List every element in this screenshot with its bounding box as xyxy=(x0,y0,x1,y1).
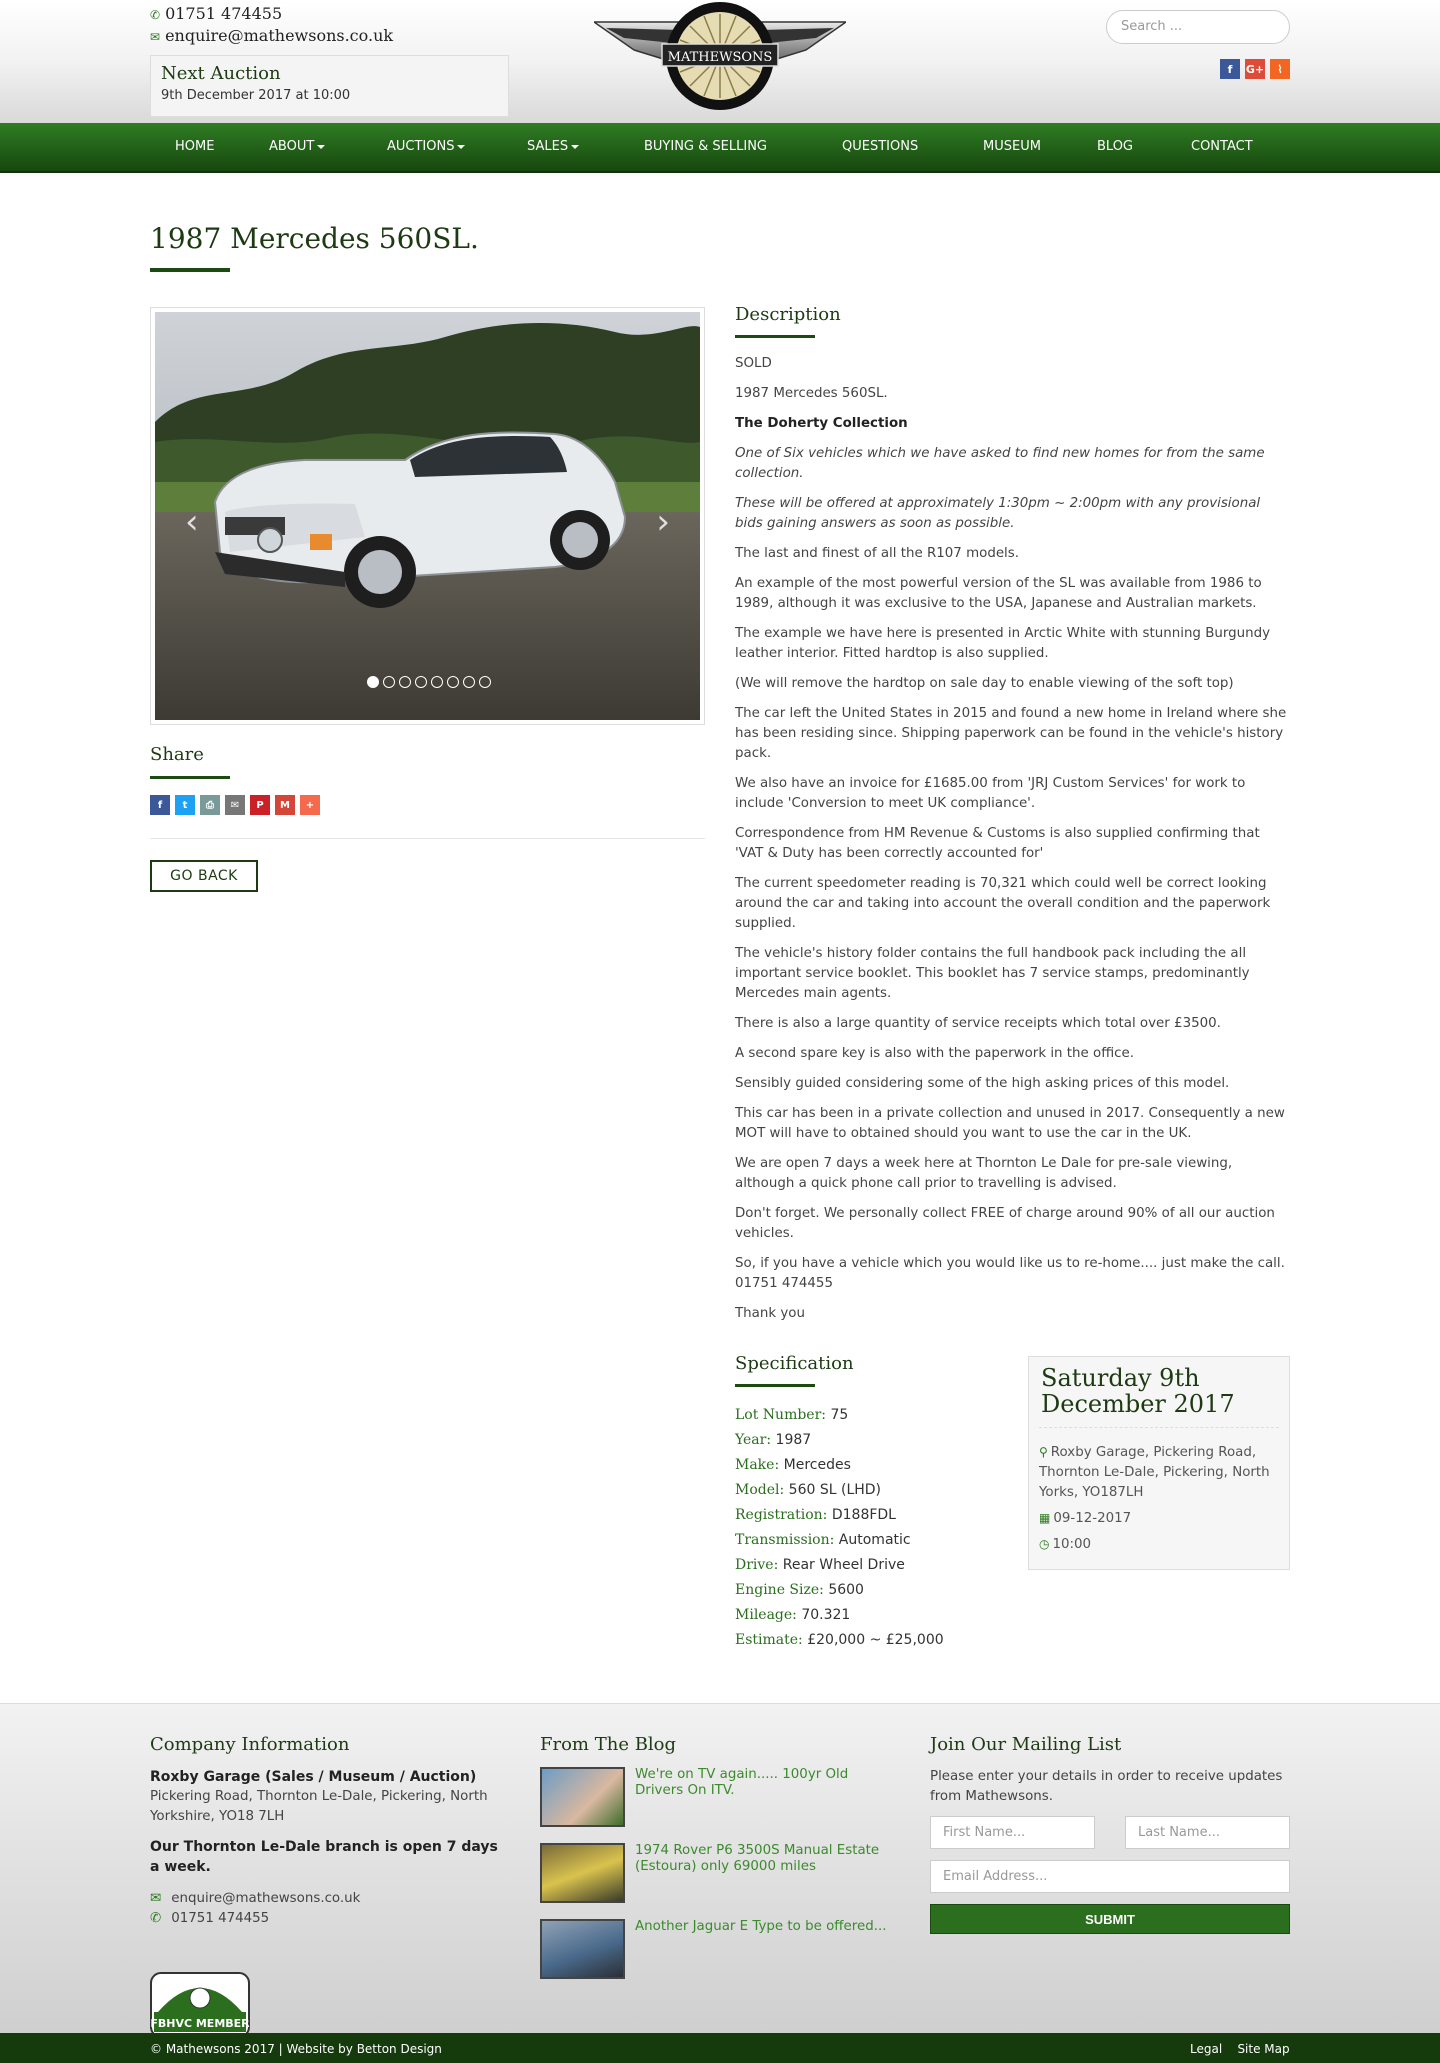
share-heading: Share xyxy=(150,744,204,765)
print-icon[interactable]: ⎙ xyxy=(200,795,220,815)
gallery-pagination xyxy=(367,676,491,688)
description-paragraph: (We will remove the hardtop on sale day to enable viewing of the soft top) xyxy=(735,676,1234,691)
envelope-icon: ✉ xyxy=(150,30,161,44)
footer-phone[interactable]: ✆ 01751 474455 xyxy=(150,1911,270,1926)
blog-item[interactable] xyxy=(540,1767,900,1827)
gallery-dot[interactable] xyxy=(367,676,379,688)
map-marker-icon: ⚲ xyxy=(1039,1445,1048,1459)
gmail-icon[interactable]: M xyxy=(275,795,295,815)
specification-section xyxy=(735,1353,1005,1653)
submit-button[interactable]: SUBMIT xyxy=(930,1904,1290,1934)
legal-link[interactable]: Legal xyxy=(1190,2042,1223,2056)
sitemap-link[interactable]: Site Map xyxy=(1237,2042,1290,2056)
description-paragraph: An example of the most powerful version of the SL was available from 1986 to 1989, although it was exclusive to the USA, Japanese and Australian markets. xyxy=(735,576,1262,611)
email-input[interactable]: Email Address... xyxy=(930,1860,1290,1893)
description-paragraph: Correspondence from HM Revenue & Customs is also supplied confirming that 'VAT & Duty has been correctly accounted for' xyxy=(735,826,1260,861)
gallery-next-arrow[interactable]: › xyxy=(656,502,670,542)
pinterest-icon[interactable]: P xyxy=(250,795,270,815)
spec-row: Lot Number: 75 xyxy=(735,1407,849,1423)
email-icon[interactable]: ✉ xyxy=(225,795,245,815)
last-name-input[interactable]: Last Name... xyxy=(1125,1816,1290,1849)
description-paragraph: We also have an invoice for £1685.00 from 'JRJ Custom Services' for work to include 'Conversion to meet UK compliance'. xyxy=(735,776,1246,811)
facebook-icon[interactable]: f xyxy=(1220,59,1240,79)
mailing-text: Please enter your details in order to receive updates from Mathewsons. xyxy=(930,1769,1283,1804)
next-auction-box xyxy=(150,55,509,117)
envelope-icon: ✉ xyxy=(150,1891,162,1906)
social-links xyxy=(1220,59,1290,79)
spec-row: Transmission: Automatic xyxy=(735,1532,911,1548)
clock-icon: ◷ xyxy=(1039,1537,1050,1551)
share-underline xyxy=(150,776,230,779)
auction-date-box xyxy=(1028,1356,1290,1570)
blog-link[interactable]: 1974 Rover P6 3500S Manual Estate (Estoura) only 69000 miles xyxy=(635,1843,880,1874)
site-footer xyxy=(0,1703,1440,2033)
description-section xyxy=(735,305,1290,1334)
facebook-icon[interactable]: f xyxy=(150,795,170,815)
spec-row: Drive: Rear Wheel Drive xyxy=(735,1557,905,1573)
description-paragraph: Sensibly guided considering some of the high asking prices of this model. xyxy=(735,1076,1230,1091)
mathewsons-logo[interactable] xyxy=(594,0,846,112)
description-paragraph: So, if you have a vehicle which you would like us to re-home.... just make the call. 01751 474455 xyxy=(735,1256,1285,1291)
divider xyxy=(150,838,705,839)
google-plus-icon[interactable]: G+ xyxy=(1245,59,1265,79)
auction-time: ◷ 10:00 xyxy=(1039,1537,1092,1552)
blog-link[interactable]: Another Jaguar E Type to be offered... xyxy=(635,1919,887,1934)
rss-icon[interactable]: ⌇ xyxy=(1270,59,1290,79)
description-paragraph: 1987 Mercedes 560SL. xyxy=(735,386,888,401)
share-buttons xyxy=(150,795,320,815)
blog-link[interactable]: We're on TV again..... 100yr Old Drivers On ITV. xyxy=(635,1767,849,1798)
blog-thumbnail xyxy=(540,1843,625,1903)
gallery-dot[interactable] xyxy=(415,676,427,688)
next-auction-title: Next Auction xyxy=(161,63,281,84)
specification-heading: Specification xyxy=(735,1353,854,1374)
gallery-dot[interactable] xyxy=(447,676,459,688)
description-paragraph: One of Six vehicles which we have asked to find new homes for from the same collection. xyxy=(735,446,1265,481)
company-name: Roxby Garage (Sales / Museum / Auction) xyxy=(150,1769,477,1785)
auction-location: ⚲ Roxby Garage, Pickering Road, Thornton Le-Dale, Pickering, North Yorks, YO187LH xyxy=(1039,1445,1270,1500)
company-info xyxy=(150,1734,510,2030)
description-paragraph: The current speedometer reading is 70,321 which could well be correct looking around the car and taking into account the overall condition and the paperwork supplied. xyxy=(735,876,1271,931)
title-underline xyxy=(150,268,230,272)
nav-auctions[interactable]: AUCTIONS xyxy=(387,123,465,171)
car-photo xyxy=(155,312,700,720)
bottom-links xyxy=(1190,2042,1290,2056)
description-paragraph: The vehicle's history folder contains the full handbook pack including the all important service booklet. This booklet has 7 service stamps, predominantly Mercedes main agents. xyxy=(735,946,1250,1001)
calendar-icon: ▦ xyxy=(1039,1511,1051,1525)
mailing-list xyxy=(930,1734,1290,2014)
search-input[interactable]: Search ... xyxy=(1106,10,1290,44)
mailing-heading: Join Our Mailing List xyxy=(930,1734,1122,1755)
nav-questions[interactable]: QUESTIONS xyxy=(842,139,919,154)
gallery-image xyxy=(155,312,700,720)
spec-row: Make: Mercedes xyxy=(735,1457,851,1473)
caret-down-icon xyxy=(571,145,579,149)
nav-contact[interactable]: CONTACT xyxy=(1191,139,1253,154)
next-auction-date: 9th December 2017 at 10:00 xyxy=(161,88,351,103)
description-paragraph: The Doherty Collection xyxy=(735,416,908,431)
go-back-button[interactable]: GO BACK xyxy=(150,860,258,892)
gallery-dot[interactable] xyxy=(383,676,395,688)
bottom-bar xyxy=(0,2033,1440,2063)
header-phone[interactable]: ✆ 01751 474455 xyxy=(150,4,283,23)
gallery-prev-arrow[interactable]: ‹ xyxy=(185,502,199,542)
auction-date: ▦ 09-12-2017 xyxy=(1039,1511,1132,1526)
caret-down-icon xyxy=(457,145,465,149)
site-header xyxy=(0,0,1440,123)
nav-blog[interactable]: BLOG xyxy=(1097,139,1134,154)
nav-buying-selling[interactable]: BUYING & SELLING xyxy=(644,139,767,154)
fbhvc-badge xyxy=(150,1972,250,2038)
company-heading: Company Information xyxy=(150,1734,350,1755)
page-title: 1987 Mercedes 560SL. xyxy=(150,222,479,255)
description-heading: Description xyxy=(735,304,841,325)
description-paragraph: Don't forget. We personally collect FREE of charge around 90% of all our auction vehicles. xyxy=(735,1206,1275,1241)
footer-email[interactable]: ✉ enquire@mathewsons.co.uk xyxy=(150,1891,361,1906)
logo-text: MATHEWSONS xyxy=(667,50,773,65)
spec-row: Mileage: 70.321 xyxy=(735,1607,851,1623)
nav-sales[interactable]: SALES xyxy=(527,123,579,171)
gallery-dot[interactable] xyxy=(431,676,443,688)
specification-underline xyxy=(735,1384,815,1387)
blog-item[interactable] xyxy=(540,1919,900,1979)
spec-row: Estimate: £20,000 ~ £25,000 xyxy=(735,1632,944,1648)
branch-note: Our Thornton Le-Dale branch is open 7 days a week. xyxy=(150,1839,498,1875)
image-gallery[interactable] xyxy=(150,307,705,725)
blog-thumbnail xyxy=(540,1919,625,1979)
caret-down-icon xyxy=(317,145,325,149)
nav-home[interactable]: HOME xyxy=(175,139,215,154)
gallery-dot[interactable] xyxy=(463,676,475,688)
gallery-dot[interactable] xyxy=(479,676,491,688)
spec-row: Year: 1987 xyxy=(735,1432,812,1448)
company-address: Pickering Road, Thornton Le-Dale, Pickering, North Yorkshire, YO18 7LH xyxy=(150,1789,488,1824)
description-paragraph: Thank you xyxy=(735,1306,805,1321)
nav-museum[interactable]: MUSEUM xyxy=(983,139,1041,154)
description-paragraph: SOLD xyxy=(735,356,772,371)
description-paragraph: These will be offered at approximately 1:30pm ~ 2:00pm with any provisional bids gaining answers as soon as possible. xyxy=(735,496,1261,531)
description-paragraph: The example we have here is presented in Arctic White with stunning Burgundy leather interior. Fitted hardtop is also supplied. xyxy=(735,626,1271,661)
first-name-input[interactable]: First Name... xyxy=(930,1816,1095,1849)
description-paragraph: A second spare key is also with the paperwork in the office. xyxy=(735,1046,1135,1061)
description-paragraph: There is also a large quantity of service receipts which total over £3500. xyxy=(735,1016,1221,1031)
description-paragraph: The last and finest of all the R107 models. xyxy=(735,546,1020,561)
blog-heading: From The Blog xyxy=(540,1734,677,1755)
auction-date-title: Saturday 9th December 2017 xyxy=(1039,1365,1279,1428)
copyright: © Mathewsons 2017 | Website by Betton Design xyxy=(150,2042,442,2056)
spec-row: Engine Size: 5600 xyxy=(735,1582,864,1598)
spec-row: Registration: D188FDL xyxy=(735,1507,896,1523)
nav-about[interactable]: ABOUT xyxy=(269,123,325,171)
blog-section xyxy=(540,1734,900,1995)
phone-icon: ✆ xyxy=(150,8,161,22)
header-email[interactable]: ✉ enquire@mathewsons.co.uk xyxy=(150,26,394,45)
main-nav xyxy=(0,123,1440,173)
phone-icon: ✆ xyxy=(150,1911,162,1926)
description-paragraph: We are open 7 days a week here at Thornton Le Dale for pre-sale viewing, although a quick phone call prior to travelling is advised. xyxy=(735,1156,1233,1191)
description-paragraph: This car has been in a private collection and unused in 2017. Consequently a new MOT will have to obtained should you want to use the car in the UK. xyxy=(735,1106,1285,1141)
gallery-dot[interactable] xyxy=(399,676,411,688)
spec-row: Model: 560 SL (LHD) xyxy=(735,1482,882,1498)
blog-thumbnail xyxy=(540,1767,625,1827)
more-share-icon[interactable]: + xyxy=(300,795,320,815)
description-underline xyxy=(735,335,815,338)
twitter-icon[interactable]: t xyxy=(175,795,195,815)
badge-text: FBHVC MEMBER xyxy=(150,2017,250,2030)
blog-item[interactable] xyxy=(540,1843,900,1903)
description-paragraph: The car left the United States in 2015 and found a new home in Ireland where she has been residing since. Shipping paperwork can be found in the vehicle's history pack. xyxy=(735,706,1287,761)
